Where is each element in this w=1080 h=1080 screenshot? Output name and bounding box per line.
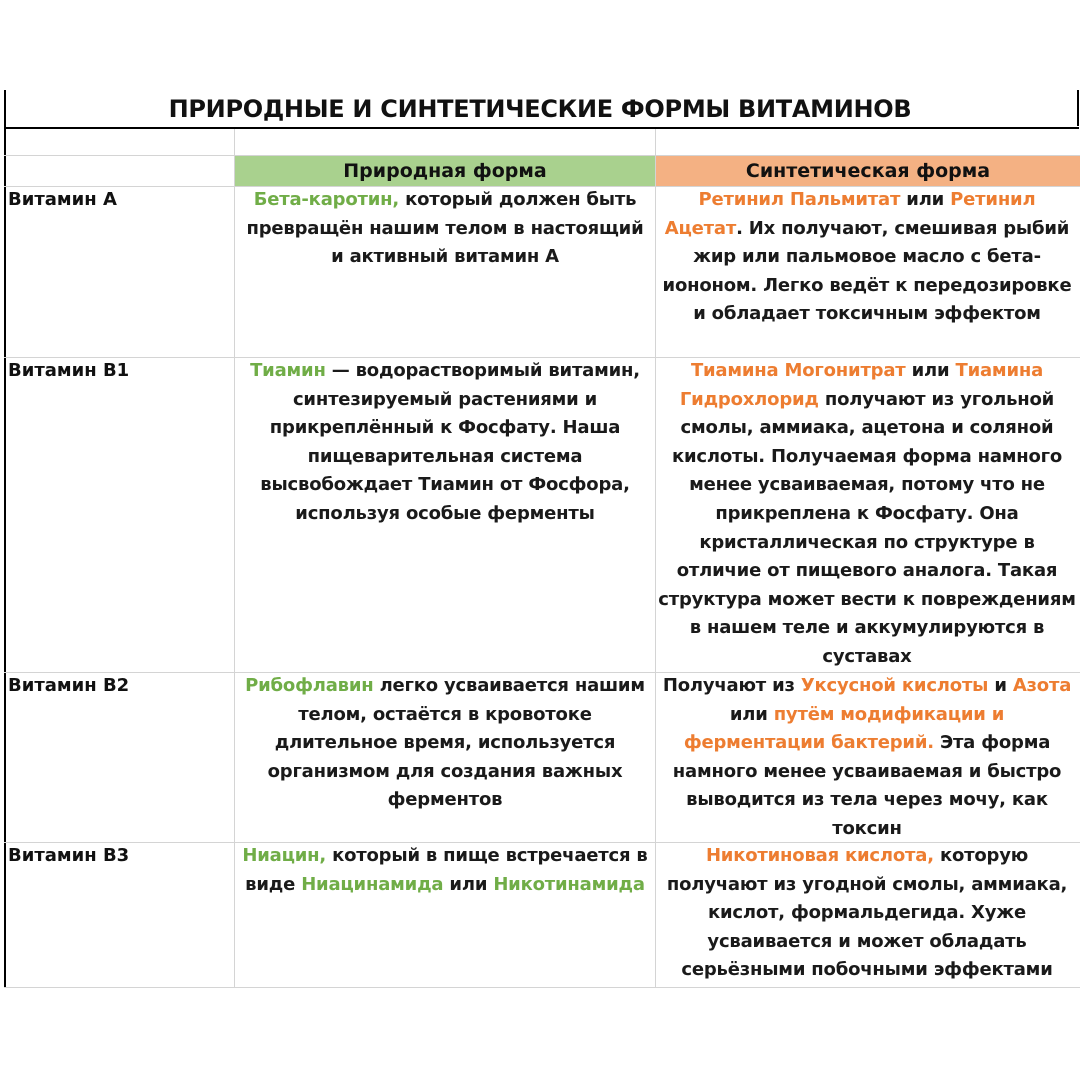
highlighted-term: путём модификации и ферментации бактерий. <box>683 703 1005 754</box>
cell-text: или <box>905 360 956 381</box>
cell-text: и <box>988 675 1013 696</box>
natural-cell <box>238 186 652 272</box>
vitamin-name: Витамин B1 <box>8 360 130 381</box>
cell-text: или <box>443 873 494 895</box>
highlighted-term: Ниацин, <box>242 845 327 866</box>
synthetic-form-header: Синтетическая форма <box>656 156 1080 186</box>
highlighted-term: Ретинил Пальмитат <box>698 189 901 210</box>
cell-text: или <box>729 703 774 725</box>
synthetic-cell <box>657 357 1077 672</box>
natural-cell <box>238 357 652 529</box>
cell-text: который должен быть превращён нашим телом в настоящий и активный витамин А <box>246 189 644 268</box>
vitamin-name: Витамин B2 <box>8 675 130 696</box>
cell-text: легко усваивается нашим телом, остаётся в кровотоке длительное время, используется организмом для создания важных ферментов <box>267 675 645 811</box>
highlighted-term: Ниацинамида <box>301 873 444 895</box>
highlighted-term: Тиамин <box>250 360 326 381</box>
highlighted-term: Азота <box>1012 675 1072 696</box>
vitamin-name: Витамин А <box>8 189 117 210</box>
highlighted-term: Ретинил Ацетат <box>664 189 1036 239</box>
highlighted-term: Никотинамида <box>493 873 645 895</box>
highlighted-term: Тиамина Могонитрат <box>690 360 906 381</box>
natural-form-header: Природная форма <box>235 156 655 186</box>
highlighted-term: Тиамина Гидрохлорид <box>679 360 1044 410</box>
vitamin-table <box>0 90 1080 988</box>
cell-text: Получают из <box>662 675 801 696</box>
left-border <box>4 90 6 988</box>
cell-text: Эта форма намного менее усваиваемая и быстро выводится из тела через мочу, как токсин <box>672 732 1062 839</box>
highlighted-term: Уксусной кислоты <box>800 675 989 696</box>
highlighted-term: Рибофлавин <box>245 675 374 696</box>
col-divider-1 <box>234 129 235 988</box>
highlighted-term: Никотиновая кислота, <box>705 845 934 866</box>
highlighted-term: Бета-каротин, <box>253 189 400 210</box>
cell-text: или <box>900 189 951 210</box>
cell-text: получают из угольной смолы, аммиака, ацетона и соляной кислоты. Получаемая форма намного менее усваиваемая, потому что не прикреплена к Фосфату. Она кристаллическая по структуре в отличие от пищевого аналога. Такая структура может вести к повреждениям в нашем теле и аккумулируются в суставах <box>658 388 1076 667</box>
col-divider-2 <box>655 129 656 988</box>
synthetic-cell <box>657 842 1077 985</box>
natural-cell <box>238 672 652 815</box>
synthetic-cell <box>657 672 1077 844</box>
synthetic-cell <box>657 186 1077 329</box>
vitamin-name: Витамин B3 <box>8 845 130 866</box>
bottom-line <box>4 987 1080 988</box>
cell-text: которую получают из угодной смолы, аммиака, кислот, формальдегида. Хуже усваивается и может обладать серьёзными побочными эффектами <box>666 845 1068 981</box>
cell-text: . Их получают, смешивая рыбий жир или пальмовое масло с бета-иононом. Легко ведёт к передозировке и обладает токсичным эффектом <box>662 217 1072 325</box>
cell-text: — водорастворимый витамин, синтезируемый растениями и прикреплённый к Фосфату. Наша пищеварительная система высвобождает Тиамин от Фосфора, используя особые ферменты <box>260 360 640 524</box>
cell-text: который в пище встречается в виде <box>245 845 648 895</box>
natural-cell <box>238 842 652 899</box>
page-title: ПРИРОДНЫЕ И СИНТЕТИЧЕСКИЕ ФОРМЫ ВИТАМИНОВ <box>168 95 912 123</box>
